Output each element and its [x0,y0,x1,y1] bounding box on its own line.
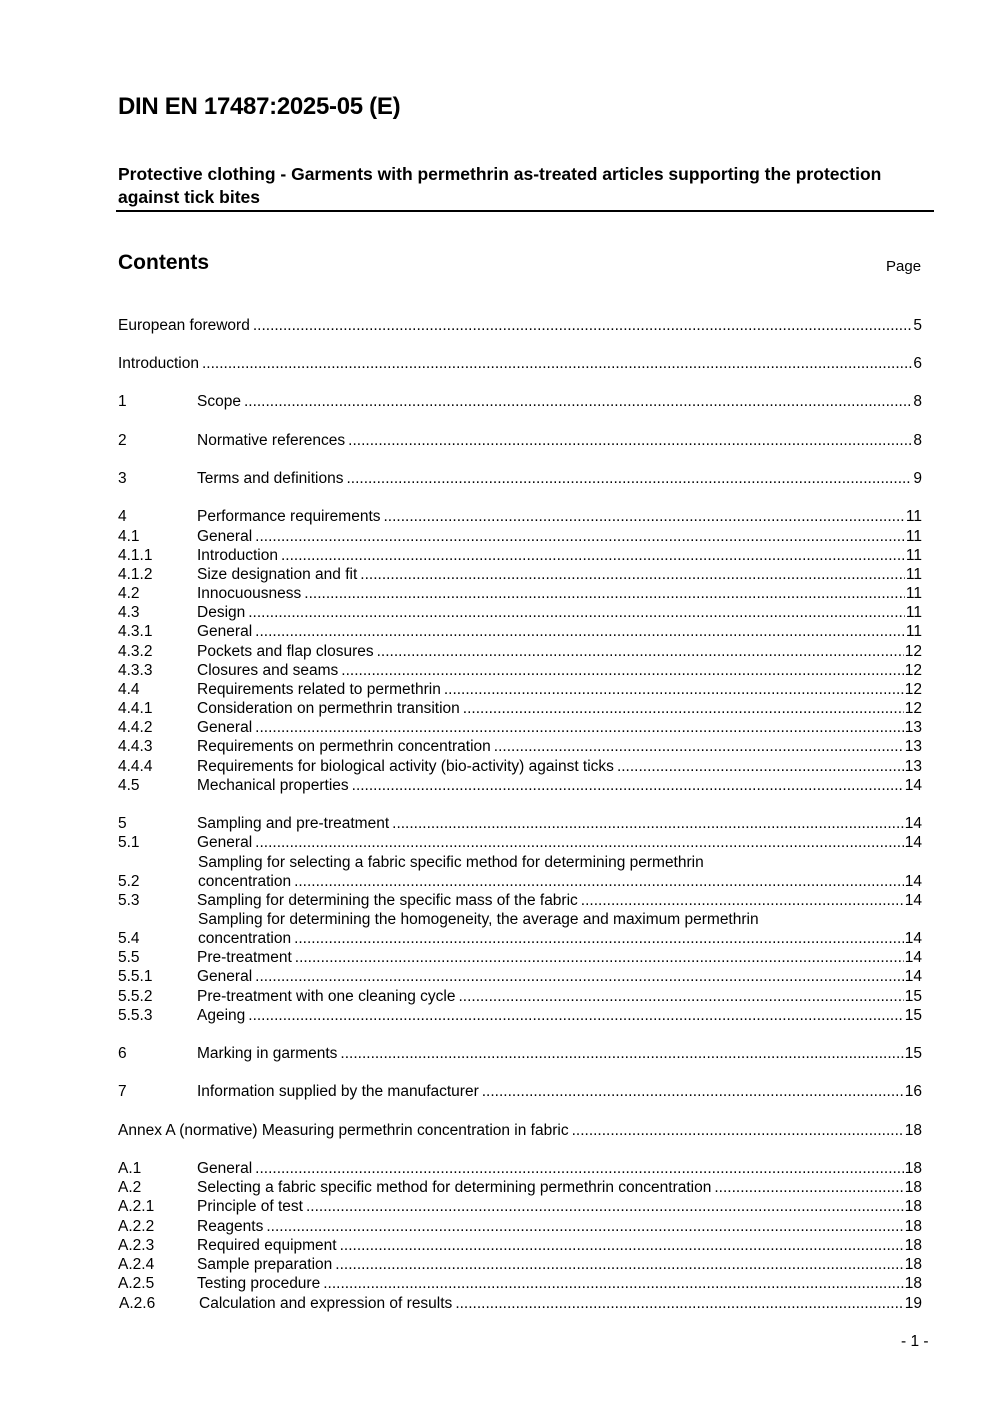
toc-entry-page: 14 [904,834,922,851]
dot-leader [294,872,904,891]
toc-entry-number: 5.5.2 [118,988,153,1005]
toc-entry-number: 4.4.4 [118,758,153,775]
dot-leader [255,1159,904,1178]
toc-entry[interactable] [118,911,922,948]
dot-leader [352,776,904,795]
toc-entry[interactable] [118,584,922,603]
toc-entry-page: 18 [904,1237,922,1254]
dot-leader [455,1294,903,1313]
toc-entry-title: Terms and definitions [197,470,344,487]
toc-entry-page: 8 [913,432,922,449]
toc-entry-number: A.2.1 [118,1198,155,1215]
toc-entry[interactable] [118,1197,922,1216]
toc-entry-title: Closures and seams [197,662,339,679]
toc-entry-title: Annex A (normative) Measuring permethrin concentration in fabric [118,1122,569,1139]
toc-entry-title: Innocuousness [197,585,302,602]
toc-entry[interactable] [118,642,922,661]
toc-entry[interactable] [118,661,922,680]
toc-entry-page: 18 [904,1275,922,1292]
toc-entry-page: 18 [904,1122,922,1139]
toc-entry[interactable] [118,1082,922,1101]
dot-leader [581,891,904,910]
toc-entry-page: 14 [904,949,922,966]
toc-entry-title: Principle of test [197,1198,303,1215]
dot-leader [714,1178,903,1197]
toc-entry-page: 12 [904,662,922,679]
toc-entry-title: Introduction [118,355,199,372]
toc-entry-title: Requirements on permethrin concentration [197,738,491,755]
toc-entry-number: 5.5 [118,949,140,966]
dot-leader [572,1121,904,1140]
toc-entry[interactable] [118,1121,922,1140]
toc-entry[interactable] [118,603,922,622]
toc-entry-page: 19 [904,1295,922,1312]
toc-entry-page: 14 [904,930,922,947]
dot-leader [348,431,912,450]
dot-leader [494,737,904,756]
toc-entry-page: 15 [904,988,922,1005]
toc-entry[interactable] [118,967,922,986]
toc-entry[interactable] [118,833,922,852]
toc-entry-number: A.2.2 [118,1218,155,1235]
dot-leader [360,565,905,584]
toc-entry[interactable] [118,1178,922,1197]
toc-entry-number: 4.3.2 [118,643,153,660]
page-column-label: Page [886,258,922,275]
toc-entry-title-line: Sampling for determining the homogeneity, the average and maximum permethrin [198,911,759,928]
document-subtitle: Protective clothing - Garments with permethrin as-treated articles supporting the protection against tick bites [118,164,882,207]
dot-leader [255,967,904,986]
toc-entry-page: 18 [904,1198,922,1215]
toc-entry-number: 4.1.2 [118,566,153,583]
toc-entry[interactable] [118,469,922,488]
toc-entry-page: 9 [913,470,922,487]
page-number: - 1 - [901,1333,929,1350]
document-title: DIN EN 17487:2025-05 (E) [118,93,401,120]
toc-entry-number: 5.4 [118,930,140,947]
toc-entry-page: 11 [905,585,922,602]
toc-entry-number: 5.5.1 [118,968,153,985]
toc-entry-title: General [197,834,253,851]
toc-entry-title: Sampling for determining the specific mass of the fabric [197,892,578,909]
dot-leader [202,354,912,373]
toc-entry[interactable] [118,776,922,795]
toc-entry-title: General [197,719,253,736]
dot-leader [444,680,904,699]
toc-entry-page: 18 [904,1179,922,1196]
toc-entry-page: 13 [904,738,922,755]
toc-entry-number: A.2.4 [118,1256,155,1273]
toc-entry-title: Marking in garments [197,1045,338,1062]
toc-entry-title: General [197,1160,253,1177]
toc-entry[interactable] [118,565,922,584]
toc-entry-title: Ageing [197,1007,246,1024]
dot-leader [341,661,903,680]
toc-entry-page: 11 [905,623,922,640]
toc-entry[interactable] [118,854,922,891]
toc-entry-number: 4.3.1 [118,623,153,640]
toc-entry-title: Mechanical properties [197,777,349,794]
toc-entry-number: 4.4.2 [118,719,153,736]
toc-entry[interactable] [118,680,922,699]
toc-entry[interactable] [118,757,922,776]
toc-entry-number: 4.1.1 [118,547,153,564]
toc-entry-number: 4 [118,508,127,525]
dot-leader [255,622,905,641]
toc-entry[interactable] [118,1236,922,1255]
toc-entry-title: Performance requirements [197,508,381,525]
toc-entry-page: 14 [904,873,922,890]
toc-entry-title: Normative references [197,432,346,449]
toc-entry-number: 4.4.1 [118,700,153,717]
toc-entry-page: 6 [913,355,922,372]
toc-entry-page: 15 [904,1007,922,1024]
toc-entry-page: 8 [913,393,922,410]
toc-entry-title: Size designation and fit [197,566,358,583]
dot-leader [295,948,904,967]
toc-entry-number: 4.4 [118,681,140,698]
dot-leader [255,527,905,546]
toc-entry-number: 2 [118,432,127,449]
dot-leader [248,603,905,622]
toc-entry-title: Calculation and expression of results [199,1295,453,1312]
toc-entry[interactable] [118,622,922,641]
dot-leader [281,546,905,565]
toc-entry-title: Reagents [197,1218,264,1235]
toc-entry-page: 18 [904,1218,922,1235]
toc-entry-title: European foreword [118,317,250,334]
dot-leader [482,1082,904,1101]
dot-leader [340,1236,904,1255]
toc-entry-title: Required equipment [197,1237,337,1254]
dot-leader [323,1274,904,1293]
dot-leader [266,1217,903,1236]
toc-entry-title: General [197,528,253,545]
toc-entry-number: 4.3 [118,604,140,621]
toc-entry[interactable] [118,1274,922,1293]
toc-entry-title: General [197,968,253,985]
toc-entry-page: 14 [904,815,922,832]
toc-entry-page: 12 [904,681,922,698]
toc-entry-title: Consideration on permethrin transition [197,700,460,717]
dot-leader [463,699,904,718]
toc-entry[interactable] [118,718,922,737]
toc-entry-title: Scope [197,393,241,410]
toc-entry[interactable] [118,737,922,756]
toc-entry-number: 5.5.3 [118,1007,153,1024]
toc-entry-title: Selecting a fabric specific method for determining permethrin concentration [197,1179,712,1196]
toc-entry-number: A.2.5 [118,1275,155,1292]
toc-entry-number: 1 [118,393,127,410]
toc-entry[interactable] [118,354,922,373]
toc-entry[interactable] [118,527,922,546]
toc-entry[interactable] [118,1255,922,1274]
toc-entry-number: 6 [118,1045,127,1062]
toc-entry-page: 18 [904,1256,922,1273]
toc-entry-page: 16 [904,1083,922,1100]
contents-heading: Contents [118,251,209,274]
toc-entry-number: 4.3.3 [118,662,153,679]
dot-leader [340,1044,903,1063]
toc-entry-title: Requirements related to permethrin [197,681,441,698]
dot-leader [244,392,912,411]
dot-leader [392,814,904,833]
toc-entry-title: General [197,623,253,640]
toc-entry-number: A.2.3 [118,1237,155,1254]
toc-entry-title: Sampling and pre-treatment [197,815,390,832]
toc-entry-title: Testing procedure [197,1275,321,1292]
toc-entry-title: Requirements for biological activity (bio-activity) against ticks [197,758,614,775]
toc-entry-number: 4.5 [118,777,140,794]
dot-leader [458,987,903,1006]
toc-entry-title: Pre-treatment [197,949,292,966]
toc-entry-number: 4.4.3 [118,738,153,755]
toc-entry-number: A.2 [118,1179,142,1196]
toc-entry-number: 5.1 [118,834,140,851]
toc-entry-number: 5 [118,815,127,832]
dot-leader [306,1197,904,1216]
toc-entry-page: 11 [905,547,922,564]
dot-leader [335,1255,903,1274]
toc-entry-page: 12 [904,643,922,660]
toc-entry-number: A.2.6 [119,1295,156,1312]
toc-entry[interactable] [118,1159,922,1178]
toc-entry-page: 11 [905,508,922,525]
toc-entry[interactable] [118,392,922,411]
toc-entry[interactable] [118,1217,922,1236]
toc-entry-title: concentration [198,873,292,890]
toc-entry-page: 11 [905,528,922,545]
toc-entry-page: 5 [913,317,922,334]
toc-entry[interactable] [118,1006,922,1025]
dot-leader [617,757,904,776]
dot-leader [346,469,912,488]
toc-entry-page: 14 [904,968,922,985]
toc-entry-title: concentration [198,930,292,947]
toc-entry-page: 14 [904,892,922,909]
toc-entry-page: 11 [905,566,922,583]
toc-entry[interactable] [118,699,922,718]
dot-leader [294,929,904,948]
toc-entry-page: 14 [904,777,922,794]
toc-entry[interactable] [118,316,922,335]
toc-entry-page: 13 [904,719,922,736]
toc-entry-title: Sample preparation [197,1256,333,1273]
dot-leader [255,718,904,737]
dot-leader [304,584,905,603]
dot-leader [255,833,904,852]
toc-entry-title-line: Sampling for selecting a fabric specific method for determining permethrin [198,854,704,871]
toc-entry-number: 5.2 [118,873,140,890]
toc-entry-number: 4.1 [118,528,140,545]
toc-entry[interactable] [118,1044,922,1063]
dot-leader [377,642,904,661]
toc-entry[interactable] [118,987,922,1006]
toc-entry-page: 11 [905,604,922,621]
dot-leader [384,507,905,526]
toc-entry-number: 4.2 [118,585,140,602]
toc-entry-title: Design [197,604,246,621]
dot-leader [253,316,913,335]
dot-leader [248,1006,903,1025]
toc-entry[interactable] [118,814,922,833]
toc-entry[interactable] [118,948,922,967]
toc-entry-number: A.1 [118,1160,142,1177]
toc-entry-page: 15 [904,1045,922,1062]
toc-entry[interactable] [118,431,922,450]
toc-entry-page: 12 [904,700,922,717]
toc-entry-page: 13 [904,758,922,775]
toc-entry-title: Introduction [197,547,278,564]
toc-entry-number: 3 [118,470,127,487]
toc-entry-number: 7 [118,1083,127,1100]
toc-entry[interactable] [118,891,922,910]
toc-entry-number: 5.3 [118,892,140,909]
toc-entry-page: 18 [904,1160,922,1177]
toc-entry[interactable] [118,1294,922,1313]
toc-entry-title: Pockets and flap closures [197,643,374,660]
toc-entry[interactable] [118,507,922,526]
toc-entry-title: Information supplied by the manufacturer [197,1083,479,1100]
toc-entry-title: Pre-treatment with one cleaning cycle [197,988,456,1005]
toc-entry[interactable] [118,546,922,565]
